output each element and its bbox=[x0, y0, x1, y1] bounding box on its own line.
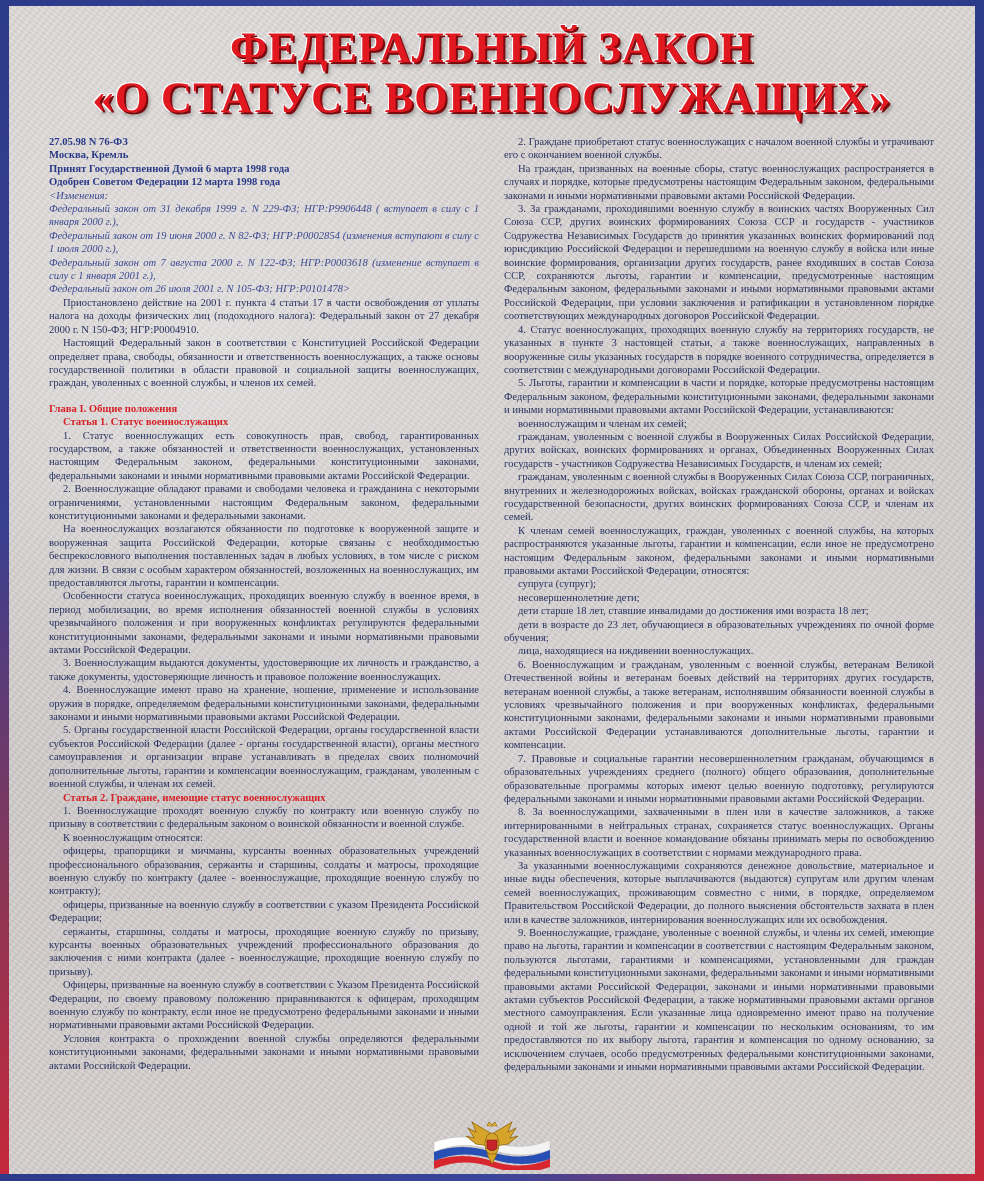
article-1-paragraph: На военнослужащих возлагаются обязанности по подготовке к вооруженной защите и вооруженная защита Российской Федерации, которые связаны с необходимостью беспрекословного выполнения поставленных задач в любых условиях, в том числе с риском для жизни. В связи с особым характером обязанностей, возложенных на военнослужащих, им предоставляются льготы, гарантии и компенсации. bbox=[49, 524, 479, 589]
article-1-paragraph: 1. Статус военнослужащих есть совокупность прав, свобод, гарантированных государством, а также обязанностей и ответственности военнослужащих, установленных настоящим Федеральным законом, федеральными конституционными законами, федеральными законами и иными нормативными правовыми актами Российской Федерации. bbox=[49, 430, 479, 482]
amendment-item: Федеральный закон от 7 августа 2000 г. N 122-ФЗ; НГР:Р0003618 (изменение вступает в силу с 1 января 2001 г.), bbox=[49, 257, 479, 283]
preamble: Настоящий Федеральный закон в соответствии с Конституцией Российской Федерации определяет права, свободы, обязанности и ответственность военнослужащих, а также основы государственной политики в области правовой и социальной защиты военнослужащих, граждан, уволенных с военной службы, и членов их семей. bbox=[49, 338, 479, 390]
article-2-paragraph: 1. Военнослужащие проходят военную службу по контракту или военную службу по призыву в соответствии с федеральным законом о воинской обязанности и военной службе. bbox=[49, 805, 479, 831]
article-2-list-item: дети старше 18 лет, ставшие инвалидами до достижения ими возраста 18 лет; bbox=[518, 606, 869, 618]
left-column bbox=[49, 136, 479, 1073]
title-line-2: «О СТАТУСЕ ВОЕННОСЛУЖАЩИХ» bbox=[92, 75, 892, 122]
article-1-heading: Статья 1. Статус военнослужащих bbox=[63, 417, 229, 429]
article-2-list-item: несовершеннолетние дети; bbox=[518, 592, 640, 604]
article-2-paragraph: К членам семей военнослужащих, граждан, уволенных с военной службы, на которых распространяются указанные льготы, гарантии и компенсации, если иное не предусмотрено настоящим Федеральным законом, федеральными законами и иными нормативными правовыми актами Российской Федерации, относятся: bbox=[504, 525, 934, 577]
article-2-paragraph: офицеры, призванные на военную службу в соответствии с указом Президента Российской Федерации; bbox=[49, 899, 479, 925]
amendment-item: Федеральный закон от 19 июня 2000 г. N 82-ФЗ; НГР:Р0002854 (изменения вступают в силу с 1 июля 2000 г.), bbox=[49, 230, 479, 256]
article-2-list-item: лица, находящиеся на иждивении военнослужащих. bbox=[518, 646, 754, 658]
article-1-paragraph: 5. Органы государственной власти Российской Федерации, органы государственной власти субъектов Российской Федерации (далее - органы государственной власти), органы местного самоуправления и организации вправе устанавливать в пределах своих полномочий дополнительные льготы, гарантии и компенсации военнослужащим, гражданам, уволенным с военной службы, и членам их семей. bbox=[49, 725, 479, 791]
article-2-paragraph: 5. Льготы, гарантии и компенсации в части и порядке, которые предусмотрены настоящим Федеральным законом, федеральными конституционными законами, федеральными законами и иными нормативными правовыми актами Российской Федерации, устанавливаются: bbox=[504, 378, 934, 417]
article-2-paragraph: За указанными военнослужащими сохраняются денежное довольствие, материальное и иные виды обеспечения, которые выплачиваются (выдаются) супругам или другим членам семей военнослужащих, проживающим совместно с ними, в порядке, определяемом Правительством Российской Федерации, до полного выяснения обстоятельств захвата в плен или в качестве заложников, интернирования военнослужащих или их освобождения. bbox=[504, 860, 934, 926]
article-2-list-item: военнослужащим и членам их семей; bbox=[518, 418, 687, 430]
article-1-paragraph: Особенности статуса военнослужащих, проходящих военную службу в военное время, в период мобилизации, во время исполнения обязанностей военной службы в условиях чрезвычайного положения и при вооруженных конфликтах регулируются федеральными конституционными законами, федеральными законами и иными нормативными правовыми актами Российской Федерации. bbox=[49, 591, 479, 657]
frame-bottom-border bbox=[0, 1174, 984, 1181]
law-place: Москва, Кремль bbox=[49, 150, 129, 162]
russian-eagle-emblem-icon bbox=[432, 1120, 552, 1170]
right-column bbox=[504, 136, 934, 1074]
article-2-paragraph: Офицеры, призванные на военную службу в соответствии с Указом Президента Российской Федерации, по своему правовому положению приравниваются к офицерам, проходящим военную службу по контракту, если иное не предусмотрено федеральными законами и иными нормативными правовыми актами Российской Федерации. bbox=[49, 980, 479, 1032]
article-2-list-item: гражданам, уволенным с военной службы в Вооруженных Силах Российской Федерации, других войсках, воинских формированиях и органах, Объединенных Вооруженных Силах государств - участников Содружества Независимых Государств, и членам их семей; bbox=[504, 431, 934, 470]
chapter-heading: Глава I. Общие положения bbox=[49, 403, 178, 415]
article-2-paragraph: Условия контракта о прохождении военной службы определяются федеральными конституционными законами, федеральными законами и иными нормативными правовыми актами Российской Федерации. bbox=[49, 1033, 479, 1072]
article-2-paragraph: На граждан, призванных на военные сборы, статус военнослужащих распространяется в случаях и порядке, которые предусмотрены настоящим Федеральным законом, федеральными законами и иными нормативными правовыми актами Российской Федерации. bbox=[504, 163, 934, 202]
law-approved: Одобрен Советом Федерации 12 марта 1998 года bbox=[49, 177, 281, 189]
article-1-paragraph: 4. Военнослужащие имеют право на хранение, ношение, применение и использование оружия в порядке, определяемом федеральными конституционными законами, федеральными законами и иными нормативными правовыми актами Российской Федерации. bbox=[49, 685, 479, 724]
article-2-paragraph: офицеры, прапорщики и мичманы, курсанты военных образовательных учреждений профессионального образования, сержанты и старшины, солдаты и матросы, проходящие военную службу по контракту (далее - военнослужащие, проходящие военную службу по контракту); bbox=[49, 846, 479, 898]
frame-right-border bbox=[975, 0, 984, 1181]
suspension-note: Приостановлено действие на 2001 г. пункта 4 статьи 17 в части освобождения от уплаты налога на доходы физических лиц (подоходного налога): Федеральный закон от 27 декабря 2000 г. N 150-ФЗ; НГР:Р0004910. bbox=[49, 297, 479, 336]
article-2-heading: Статья 2. Граждане, имеющие статус военнослужащих bbox=[63, 792, 326, 804]
law-number: 27.05.98 N 76-ФЗ bbox=[49, 137, 128, 148]
article-2-list-item: дети в возрасте до 23 лет, обучающиеся в образовательных учреждениях по очной форме обучения; bbox=[504, 619, 934, 645]
article-1-paragraph: 3. Военнослужащим выдаются документы, удостоверяющие их личность и гражданство, а также документы, удостоверяющие личность и правовое положение военнослужащих. bbox=[49, 658, 479, 683]
poster-title bbox=[0, 24, 984, 124]
article-2-paragraph: 6. Военнослужащим и гражданам, уволенным с военной службы, ветеранам Великой Отечественной войны и ветеранам боевых действий на территориях других государств, ветеранам военной службы, а также ветеранам, исполнявшим обязанности военной службы в условиях чрезвычайного положения и при вооруженных конфликтах, федеральными конституционными законами, федеральными законами и иными нормативными правовыми актами Российской Федерации устанавливаются дополнительные льготы, гарантии и компенсации. bbox=[504, 659, 934, 752]
article-2-list-item: супруга (супруг); bbox=[518, 579, 597, 591]
article-2-paragraph: 9. Военнослужащие, граждане, уволенные с военной службы, и члены их семей, имеющие право на льготы, гарантии и компенсации в соответствии с настоящим Федеральным законом, пользуются льготами, гарантиями и компенсациями, установленными для граждан федеральными конституционными законами, федеральными законами и иными нормативными правовыми актами Российской Федерации, законами и иными нормативными правовыми актами субъектов Российской Федерации, а также нормативными правовыми актами органов местного самоуправления. Если указанные лица одновременно имеют право на получение одной и той же льготы, гарантии и компенсации по нескольким основаниям, то им предоставляются по их выбору льгота, гарантия и компенсация по одному основанию, за исключением случаев, особо предусмотренных федеральными конституционными законами, федеральными законами и иными нормативными правовыми актами Российской Федерации. bbox=[504, 927, 934, 1074]
article-2-paragraph: сержанты, старшины, солдаты и матросы, проходящие военную службу по призыву, курсанты военных образовательных учреждений профессионального образования до заключения с ними контракта (далее - военнослужащие, проходящие военную службу по призыву). bbox=[49, 926, 479, 978]
title-line-1: ФЕДЕРАЛЬНЫЙ ЗАКОН bbox=[230, 25, 754, 72]
article-2-paragraph: 3. За гражданами, проходившими военную службу в воинских частях Вооруженных Сил Союза ССР, других воинских формированиях Союза ССР и государств - участников Содружества Независимых Государств до принятия указанных воинских формирований под юрисдикцию Российской Федерации и перешедшими на военную службу в войска или иные воинские формирования, организации других государств, ранее входивших в состав Союза ССР, сохраняются льготы, гарантии и компенсации, предусмотренные настоящим Федеральным законом, федеральными законами и иными нормативными правовыми актами Российской Федерации, при условии заключения и ратификации в установленном порядке соответствующих международных договоров Российской Федерации. bbox=[504, 204, 934, 323]
amendment-item: Федеральный закон от 31 декабря 1999 г. N 229-ФЗ; НГР:Р9906448 ( вступает в силу с 1 января 2000 г.), bbox=[49, 204, 479, 229]
law-adopted: Принят Государственной Думой 6 марта 1998 года bbox=[49, 163, 290, 175]
frame-top-border bbox=[0, 0, 984, 6]
article-2-list-item: гражданам, уволенным с военной службы в Вооруженных Силах Союза ССР, пограничных, внутренних и железнодорожных войсках, войсках гражданской обороны, органах и войсках государственной безопасности, других воинских формированиях Союза ССР, и членам их семей. bbox=[504, 472, 934, 524]
article-2-paragraph: 7. Правовые и социальные гарантии несовершеннолетним гражданам, обучающимся в образовательных учреждениях среднего (полного) общего образования, дополнительные образовательные программы которых имеют целью военную подготовку, регулируются федеральными законами и иными нормативными правовыми актами Российской Федерации. bbox=[504, 753, 934, 805]
frame-left-border bbox=[0, 0, 9, 1181]
article-2-paragraph: К военнослужащим относятся: bbox=[63, 832, 203, 844]
amendment-item: Федеральный закон от 26 июля 2001 г. N 105-ФЗ; НГР:Р0101478> bbox=[49, 284, 351, 296]
article-2-paragraph: 2. Граждане приобретают статус военнослужащих с началом военной службы и утрачивают его с окончанием военной службы. bbox=[504, 137, 934, 162]
article-2-paragraph: 4. Статус военнослужащих, проходящих военную службу на территориях государств, не указанных в пункте 3 настоящей статьи, а также военнослужащих, направленных в вооруженные силы указанных государств в порядке военного сотрудничества, определяется в соответствии с международными договорами Российской Федерации. bbox=[504, 324, 934, 376]
article-1-paragraph: 2. Военнослужащие обладают правами и свободами человека и гражданина с некоторыми ограничениями, установленными настоящим Федеральным законом, федеральными конституционными законами и федеральными законами. bbox=[49, 484, 479, 522]
amendments-open: <Изменения: bbox=[49, 190, 109, 202]
article-2-paragraph: 8. За военнослужащими, захваченными в плен или в качестве заложников, а также интернированными в нейтральных странах, сохраняется статус военнослужащих. Органы государственной власти и военное командование обязаны принимать меры по освобождению указанных военнослужащих в соответствии с нормами международного права. bbox=[504, 807, 934, 859]
